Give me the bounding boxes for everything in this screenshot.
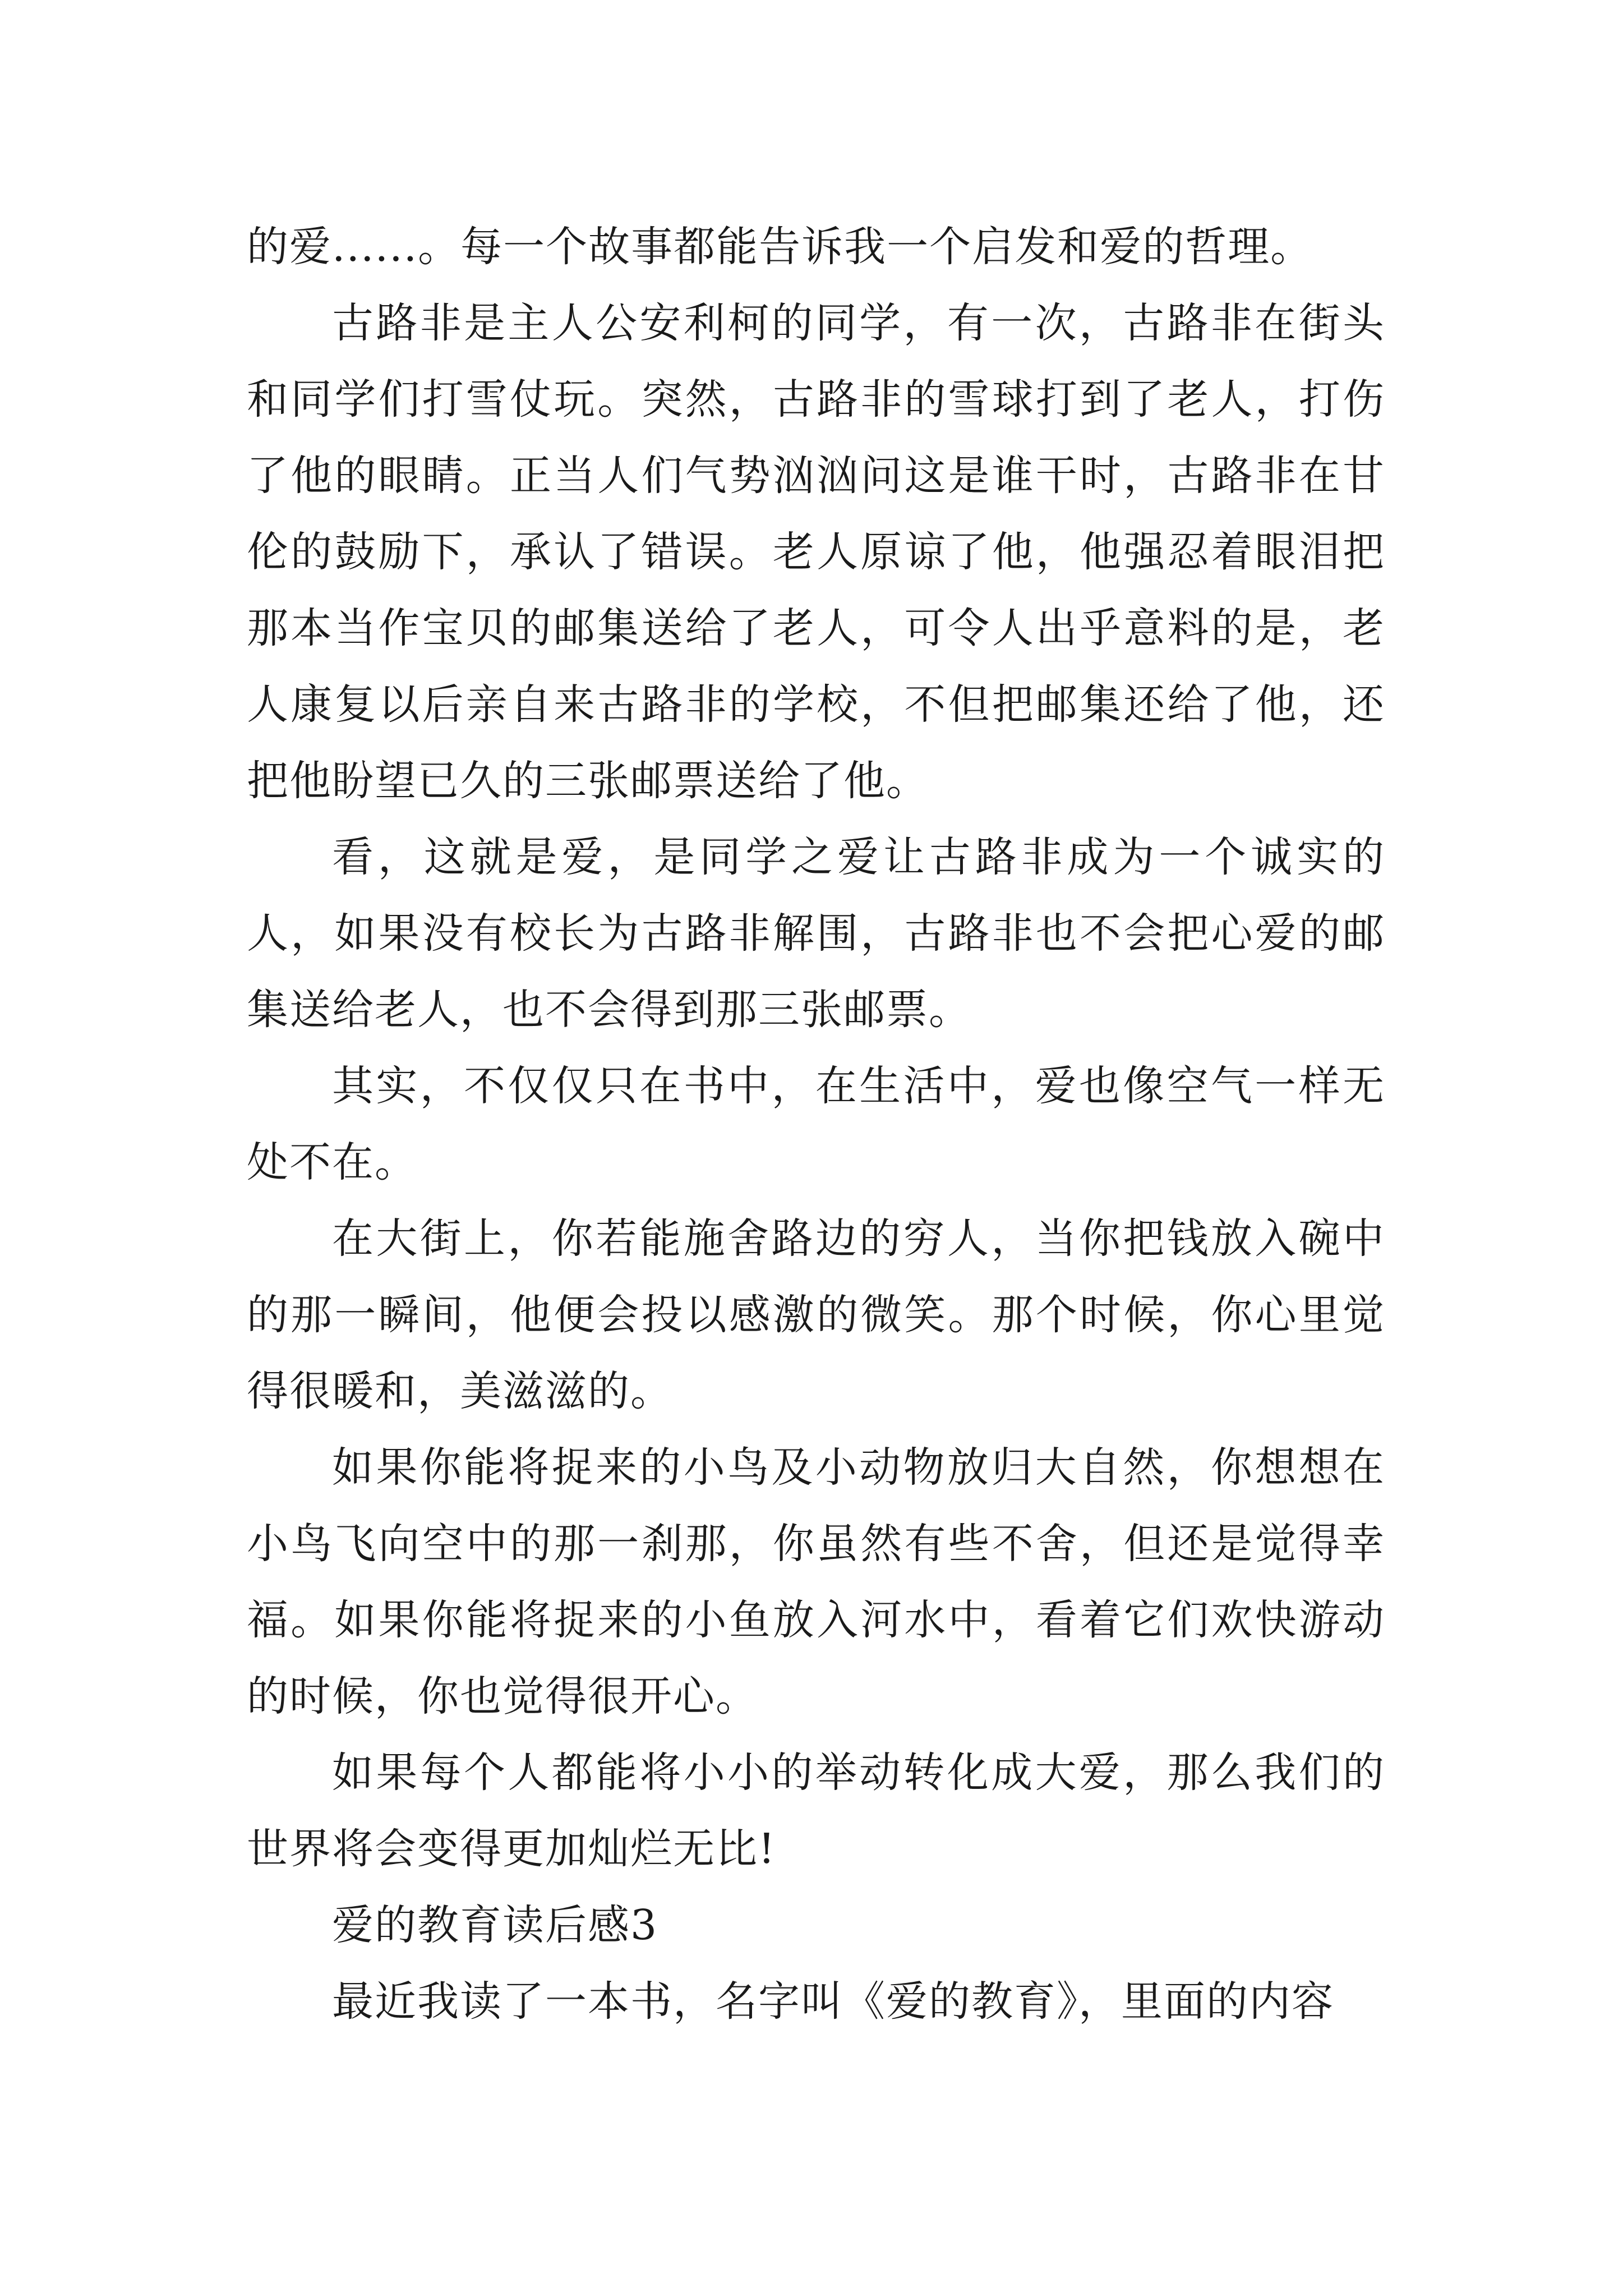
- paragraph-conclusion: 如果每个人都能将小小的举动转化成大爱，那么我们的世界将会变得更加灿烂无比!: [247, 1749, 1385, 1873]
- paragraph-continued: 的爱......。每一个故事都能告诉我一个启发和爱的哲理。: [247, 223, 1313, 271]
- paragraph-new-section-start: 最近我读了一本书，名字叫《爱的教育》，里面的内容: [332, 1977, 1334, 2026]
- paragraph-this-is-love: 看，这就是爱，是同学之爱让古路非成为一个诚实的人，如果没有校长为古路非解围，古路非也不会把心爱的邮集送给老人，也不会得到那三张邮票。: [247, 833, 1385, 1034]
- paragraph-love-everywhere: 其实，不仅仅只在书中，在生活中，爱也像空气一样无处不在。: [247, 1062, 1385, 1186]
- paragraph-street: 在大街上，你若能施舍路边的穷人，当你把钱放入碗中的那一瞬间，他便会投以感激的微笑。那个时候，你心里觉得很暖和，美滋滋的。: [247, 1214, 1385, 1415]
- paragraph-guluofei-story: 古路非是主人公安利柯的同学，有一次，古路非在街头和同学们打雪仗玩。突然，古路非的雪球打到了老人，打伤了他的眼睛。正当人们气势汹汹问这是谁干时，古路非在甘伦的鼓励下，承认了错误。老人原谅了他，他强忍着眼泪把那本当作宝贝的邮集送给了老人，可令人出乎意料的是，老人康复以后亲自来古路非的学校，不但把邮集还给了他，还把他盼望已久的三张邮票送给了他。: [247, 299, 1385, 805]
- section-title: 爱的教育读后感3: [332, 1901, 658, 1949]
- paragraph-birds-fish: 如果你能将捉来的小鸟及小动物放归大自然，你想想在小鸟飞向空中的那一刹那，你虽然有些不舍，但还是觉得幸福。如果你能将捉来的小鱼放入河水中，看着它们欢快游动的时候，你也觉得很开心。: [247, 1443, 1385, 1720]
- document-body: [247, 209, 1385, 2040]
